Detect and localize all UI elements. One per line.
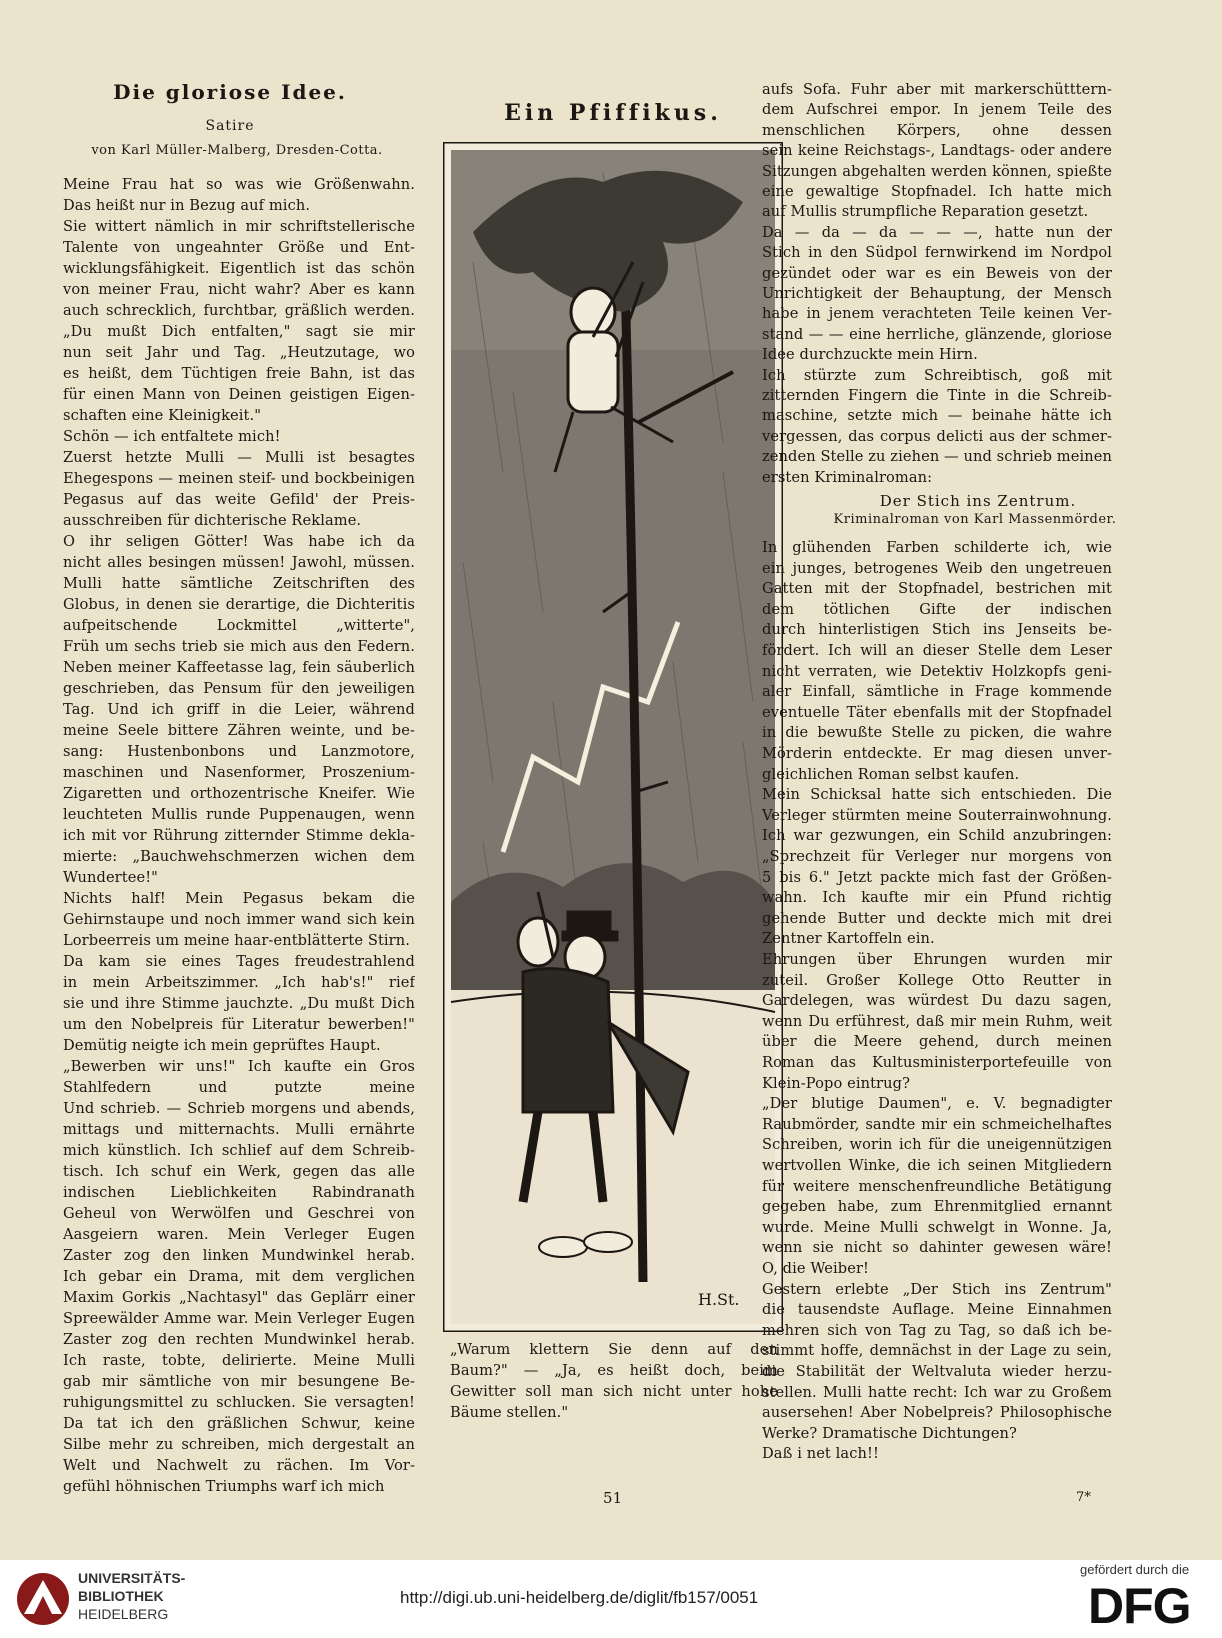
- text-line: gegeben habe, zum Ehrenmitglied ernannt: [762, 1198, 1112, 1216]
- text-line: Geheul von Werwölfen und Geschrei von: [63, 1205, 415, 1222]
- text-line: O ihr seligen Götter! Was habe ich da: [63, 533, 415, 550]
- text-line: Verleger stürmten meine Souterrainwohnung.: [762, 806, 1112, 824]
- text-line: Stahlfedern und putzte meine: [63, 1079, 415, 1096]
- text-line: wenn sie nicht so dahinter gewesen wäre!: [762, 1239, 1112, 1257]
- text-line: Und schrieb. — Schrieb morgens und abends,: [63, 1100, 415, 1117]
- text-line: indischen Lieblichkeiten Rabindranath: [63, 1184, 415, 1201]
- text-line: mierte: „Bauchwehschmerzen wichen dem: [63, 848, 415, 865]
- text-line: Zaster zog den linken Mundwinkel herab.: [63, 1247, 415, 1264]
- text-line: Gatten mit der Stopfnadel, bestrichen mit: [762, 580, 1112, 598]
- text-line: zitternden Fingern die Tinte in die Schreib-: [762, 387, 1112, 404]
- text-line: stimmt hoffe, demnächst in der Lage zu sein,: [762, 1342, 1112, 1360]
- text-line: durch hinterlistigen Stich ins Jenseits be-: [762, 621, 1112, 639]
- text-line: „Sprechzeit für Verleger nur morgens von: [762, 848, 1112, 865]
- text-line: wicklungsfähigkeit. Eigentlich ist das schön: [63, 260, 415, 277]
- text-line: Baum?" — „Ja, es heißt doch, beim: [450, 1362, 778, 1379]
- text-line: aufpeitschende Lockmittel „witterte",: [63, 617, 415, 634]
- library-name-line3: HEIDELBERG: [78, 1606, 169, 1622]
- text-line: dem tötlichen Gifte der indischen: [762, 600, 1112, 618]
- text-line: Talente von ungeahnter Größe und Ent-: [63, 239, 415, 256]
- text-line: Ich stürzte zum Schreibtisch, goß mit: [762, 366, 1112, 384]
- text-line: „Warum klettern Sie denn auf den: [450, 1341, 778, 1358]
- text-line: menschlichen Körpers, ohne dessen: [762, 121, 1112, 139]
- dfg-logo: DFG: [1088, 1578, 1191, 1634]
- text-line: aufs Sofa. Fuhr aber mit markerschütttern-: [762, 81, 1112, 98]
- text-line: fördert. Ich will an dieser Stelle dem Leser: [762, 642, 1112, 659]
- text-line: Früh um sechs trieb sie mich aus den Federn.: [63, 638, 415, 655]
- text-line: Ich raste, tobte, delirierte. Meine Mulli: [63, 1352, 415, 1369]
- text-line: Ich war gezwungen, ein Schild anzubringen:: [762, 827, 1112, 845]
- text-line: Werke? Dramatische Dichtungen?: [762, 1424, 1017, 1442]
- text-line: meine Seele bittere Zähren weinte, und be-: [63, 722, 415, 739]
- text-line: für weitere menschenfreundliche Betätigung: [762, 1177, 1112, 1195]
- text-line: über die Meere gehend, durch meinen: [762, 1033, 1112, 1051]
- novel-byline: Kriminalroman von Karl Massenmörder.: [833, 512, 1117, 527]
- text-line: eine gewaltige Stopfnadel. Ich hatte mich: [762, 183, 1112, 200]
- text-line: Zaster zog den rechten Mundwinkel herab.: [63, 1331, 415, 1348]
- text-line: Spreewälder Amme war. Mein Verleger Eugen: [63, 1310, 415, 1327]
- article-byline: von Karl Müller-Malberg, Dresden-Cotta.: [91, 143, 383, 158]
- text-line: Silbe mehr zu schreiben, mich dergestalt an: [63, 1436, 415, 1453]
- ground: [451, 990, 775, 1324]
- text-line: Meine Frau hat so was wie Größenwahn.: [63, 176, 415, 193]
- text-line: ausersehen! Aber Nobelpreis? Philosophische: [762, 1404, 1112, 1422]
- text-line: Klein-Popo eintrug?: [762, 1074, 910, 1092]
- text-line: es heißt, dem Tüchtigen freie Bahn, ist das: [63, 365, 415, 382]
- university-seal-icon: [14, 1570, 72, 1628]
- text-line: Aasgeiern waren. Mein Verleger Eugen: [63, 1226, 415, 1243]
- text-line: um den Nobelpreis für Literatur bewerben!": [63, 1016, 415, 1033]
- text-line: maschine, setzte mich — beinahe hätte ich: [762, 407, 1112, 425]
- text-line: Da — da — da — — —, hatte nun der: [762, 223, 1112, 241]
- article-subtitle: Satire: [205, 118, 255, 134]
- text-line: Sie wittert nämlich in mir schriftstellerische: [63, 218, 415, 235]
- text-line: von meiner Frau, nicht wahr? Aber es kann: [63, 281, 415, 298]
- text-line: „Du mußt Dich entfalten," sagt sie mir: [63, 323, 415, 340]
- text-line: auf Mullis strumpfliche Reparation gesetzt.: [762, 203, 1089, 221]
- text-line: gehende Butter und deckte mich mit drei: [762, 909, 1112, 927]
- text-line: mehren sich von Tag zu Tag, so daß ich be-: [762, 1321, 1112, 1339]
- article-title: Die gloriose Idee.: [113, 80, 347, 104]
- text-line: in die bewußte Stelle zu picken, die wahre: [762, 724, 1112, 742]
- permalink-url[interactable]: http://digi.ub.uni-heidelberg.de/diglit/fb157/0051: [400, 1588, 759, 1607]
- text-line: Lorbeerreis um meine haar-entblätterte Stirn.: [63, 932, 410, 949]
- text-line: Mörderin entdeckte. Er mag diesen unver-: [762, 745, 1112, 762]
- text-line: wertvollen Winke, die ich seinen Mitgliedern: [762, 1157, 1112, 1174]
- text-line: nicht alles besingen müssen! Jawohl, müssen.: [63, 554, 415, 571]
- artist-signature: H.St.: [698, 1290, 740, 1309]
- text-line: Sitzungen abgehalten werden können, spießte: [762, 162, 1112, 180]
- text-line: ruhigungsmittel zu schlucken. Sie versagten!: [63, 1394, 415, 1411]
- text-line: gezündet oder war es ein Beweis von der: [762, 264, 1112, 282]
- text-line: Gewitter soll man sich nicht unter hohe: [450, 1383, 778, 1400]
- text-line: gefühl höhnischen Triumphs warf ich mich: [63, 1478, 385, 1495]
- library-name-line2: BIBLIOTHEK: [78, 1588, 164, 1604]
- text-line: stand — — eine herrliche, glänzende, gloriose: [762, 325, 1112, 343]
- text-line: „Bewerben wir uns!" Ich kaufte ein Gros: [63, 1058, 415, 1075]
- text-line: Globus, in denen sie derartige, die Dichteritis: [63, 596, 415, 613]
- text-line: O, die Weiber!: [762, 1260, 870, 1277]
- footer-bar: [0, 1560, 1222, 1638]
- text-line: maschinen und Nasenformer, Proszenium-: [63, 764, 415, 781]
- text-line: wahn. Ich kaufte mir ein Pfund richtig: [762, 889, 1112, 907]
- text-line: Tag. Und ich griff in die Leier, während: [63, 701, 415, 718]
- text-line: ausschreiben für dichterische Reklame.: [63, 512, 362, 529]
- library-name-line1: UNIVERSITÄTS-: [78, 1570, 186, 1586]
- text-line: sang: Hustenbonbons und Lanzmotore,: [63, 743, 415, 760]
- text-line: schaften eine Kleinigkeit.": [63, 407, 262, 424]
- text-line: Zigaretten und orthozentrische Kneifer. Wie: [63, 785, 415, 802]
- text-line: mich künstlich. Ich schlief auf dem Schreib-: [63, 1142, 415, 1159]
- text-line: ein junges, betrogenes Weib den ungetreuen: [762, 559, 1112, 577]
- text-line: Ehegespons — meinen steif- und bockbeinigen: [63, 470, 415, 487]
- text-line: ersten Kriminalroman:: [762, 468, 933, 486]
- text-line: Schreiben, worin ich für die uneigennützigen: [762, 1136, 1112, 1154]
- text-line: Ehrungen über Ehrungen wurden mir: [762, 951, 1112, 968]
- text-line: In glühenden Farben schilderte ich, wie: [762, 539, 1112, 556]
- text-line: Gestern erlebte „Der Stich ins Zentrum": [762, 1280, 1112, 1298]
- text-line: gleichlichen Roman selbst kaufen.: [762, 765, 1020, 783]
- text-line: nicht verraten, wie Detektiv Holzkopfs geni-: [762, 662, 1112, 680]
- funded-by-text: gefördert durch die: [1080, 1562, 1190, 1577]
- cartoon-title: Ein Pfiffikus.: [504, 100, 722, 126]
- text-line: für einen Mann von Deinen geistigen Eigen-: [63, 386, 415, 403]
- page-number: 51: [603, 1489, 623, 1507]
- text-line: Nichts half! Mein Pegasus bekam die: [63, 890, 415, 907]
- text-line: Zentner Kartoffeln ein.: [762, 930, 935, 948]
- text-line: die Stabilität der Weltvaluta wieder herzu-: [762, 1363, 1112, 1380]
- text-line: Mein Schicksal hatte sich entschieden. Die: [762, 786, 1112, 804]
- signature-mark: 7*: [1076, 1490, 1091, 1505]
- slipper: [539, 1237, 587, 1257]
- text-line: Gehirnstaupe und noch immer wand sich kein: [63, 911, 415, 928]
- text-line: habe in jenem verachteten Teile keinen Ver-: [762, 305, 1112, 323]
- text-line: Demütig neigte ich mein geprüftes Haupt.: [63, 1037, 381, 1054]
- text-line: Da tat ich den gräßlichen Schwur, keine: [63, 1415, 415, 1432]
- text-line: „Der blutige Daumen", e. V. begnadigter: [762, 1095, 1112, 1113]
- text-line: aler Einfall, sämtliche in Frage kommende: [762, 683, 1112, 701]
- text-line: Roman das Kultusministerportefeuille von: [762, 1054, 1112, 1071]
- text-line: Pegasus auf das weite Gefild' der Preis-: [63, 491, 415, 508]
- text-line: zenden Stelle zu ziehen — und schrieb meinen: [762, 448, 1112, 466]
- text-line: Schön — ich entfaltete mich!: [63, 428, 281, 445]
- text-line: Bäume stellen.": [450, 1404, 569, 1421]
- text-line: mittags und mitternachts. Mulli ernährte: [63, 1121, 415, 1138]
- text-line: die tausendste Auflage. Meine Einnahmen: [762, 1301, 1112, 1319]
- text-line: wurde. Meine Mulli schwelgt in Wonne. Ja,: [762, 1218, 1112, 1236]
- text-line: Mulli hatte sämtliche Zeitschriften des: [63, 575, 415, 592]
- text-line: ich mit vor Rührung zitternder Stimme dekla-: [63, 827, 415, 844]
- text-line: sein keine Reichstags-, Landtags- oder andere: [762, 142, 1112, 160]
- text-line: leuchteten Mullis runde Puppenaugen, wenn: [63, 806, 415, 823]
- text-line: 5 bis 6." Jetzt packte mich fast der Größen-: [762, 868, 1112, 886]
- novel-title: Der Stich ins Zentrum.: [879, 492, 1077, 510]
- storm-clouds: [451, 863, 775, 992]
- text-line: dem Aufschrei empor. In jenem Teile des: [762, 101, 1112, 119]
- text-line: Raubmörder, sandte mir ein schmeichelhaftes: [762, 1115, 1112, 1133]
- cartoon-illustration: [443, 142, 783, 1332]
- text-line: Das heißt nur in Bezug auf mich.: [63, 197, 311, 214]
- text-line: wenn Du erführest, daß mir mein Ruhm, weit: [762, 1012, 1112, 1030]
- text-line: auch schrecklich, furchtbar, gräßlich werden.: [63, 302, 415, 319]
- text-line: Maxim Gorkis „Nachtasyl" das Geplärr einer: [63, 1289, 415, 1306]
- text-line: geschrieben, das Pensum für den jeweiligen: [63, 680, 415, 697]
- text-line: zuteil. Großer Kollege Otto Reutter in: [762, 971, 1112, 989]
- text-line: Ich gebar ein Drama, mit dem verglichen: [63, 1268, 415, 1285]
- text-line: Zuerst hetzte Mulli — Mulli ist besagtes: [63, 449, 415, 466]
- text-line: eventuelle Täter ebenfalls mit der Stopfnadel: [762, 703, 1112, 721]
- text-line: Wundertee!": [63, 869, 158, 886]
- text-line: vergessen, das corpus delicti aus der schmer-: [762, 427, 1112, 445]
- text-line: Welt und Nachwelt zu rächen. Im Vor-: [63, 1457, 415, 1474]
- text-line: Idee durchzuckte mein Hirn.: [762, 346, 978, 364]
- text-line: Gardelegen, was würdest Du dazu sagen,: [762, 992, 1112, 1010]
- text-line: tisch. Ich schuf ein Werk, gegen das alle: [63, 1163, 415, 1180]
- text-line: Neben meiner Kaffeetasse lag, fein säuberlich: [63, 659, 415, 676]
- text-line: nun seit Jahr und Tag. „Heutzutage, wo: [63, 344, 415, 361]
- text-line: Daß i net lach!!: [762, 1445, 879, 1463]
- text-line: Unrichtigkeit der Behauptung, der Mensch: [762, 285, 1112, 302]
- slipper: [584, 1232, 632, 1252]
- text-line: sie und ihre Stimme jauchzte. „Du mußt Dich: [63, 995, 415, 1012]
- text-line: Stich in den Südpol fernwirkend im Nordpol: [762, 244, 1112, 262]
- text-line: Da kam sie eines Tages freudestrahlend: [63, 953, 415, 970]
- text-line: gab mir sämtliche von mir besungene Be-: [63, 1373, 415, 1390]
- text-line: stellen. Mulli hatte recht: Ich war zu Großem: [762, 1383, 1112, 1401]
- text-line: in mein Arbeitszimmer. „Ich hab's!" rief: [63, 974, 415, 991]
